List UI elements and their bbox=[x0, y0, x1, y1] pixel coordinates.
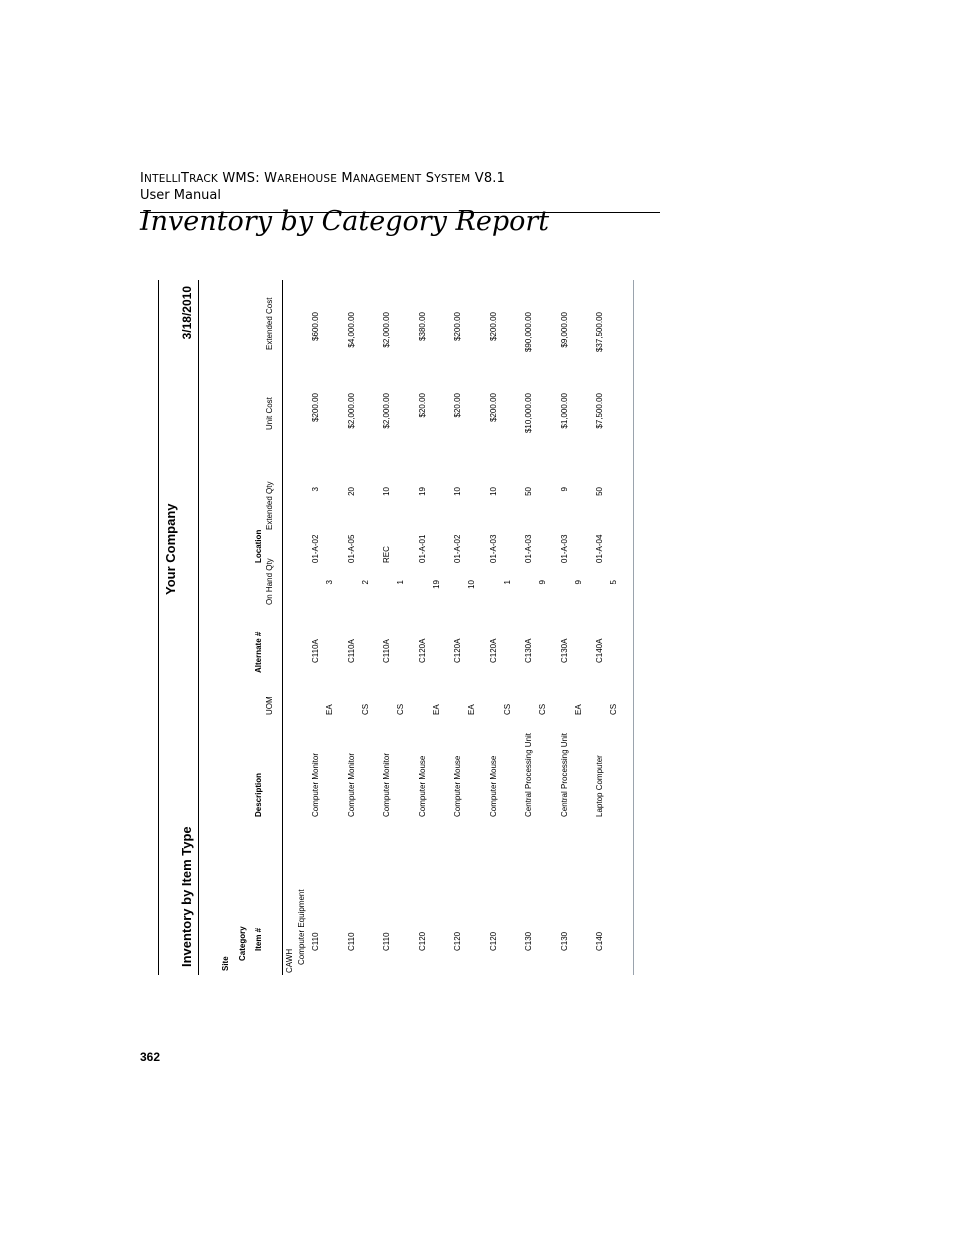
report-row-3-description: Computer Monitor bbox=[382, 752, 391, 817]
report-row-8-description: Central Processing Unit bbox=[559, 732, 569, 817]
report-top-rule bbox=[158, 280, 159, 975]
report-row-3-item: C110 bbox=[382, 932, 391, 951]
report-row-3-location: REC bbox=[382, 546, 391, 563]
report-title-rule bbox=[198, 280, 199, 975]
report-row-2-description: Computer Monitor bbox=[346, 752, 356, 817]
col-header-location: Location bbox=[254, 529, 263, 563]
report-row-7-extended-qty: 50 bbox=[524, 487, 533, 496]
report-row-5-alternate: C120A bbox=[453, 638, 462, 663]
report-row-7-uom: CS bbox=[538, 703, 547, 715]
report-row-4-description: Computer Mouse bbox=[417, 755, 427, 817]
report-row-1-extended-cost: $600.00 bbox=[311, 312, 320, 341]
report-row-5-extended-cost: $200.00 bbox=[453, 312, 462, 341]
report-row-1-location: 01-A-02 bbox=[311, 534, 320, 563]
report-row-5-extended-qty: 10 bbox=[453, 487, 462, 496]
page-title: Inventory by Category Report bbox=[140, 206, 550, 237]
report-row-3-alternate: C110A bbox=[382, 639, 391, 663]
report-row-9-alternate: C140A bbox=[595, 638, 604, 663]
report-row-6-item: C120 bbox=[488, 931, 498, 951]
report-row-6-unit-cost: $200.00 bbox=[488, 393, 498, 422]
report-row-3-unit-cost: $2,000.00 bbox=[382, 393, 391, 429]
report-row-4-on-hand: 19 bbox=[431, 580, 441, 589]
report-row-1-on-hand: 3 bbox=[325, 580, 334, 585]
report-row-9-description: Laptop Computer bbox=[595, 755, 604, 817]
report-row-4-extended-qty: 19 bbox=[417, 487, 427, 496]
category-value: Computer Equipment bbox=[297, 889, 306, 965]
report-row-9-uom: CS bbox=[609, 703, 618, 715]
col-header-alternate: Alternate # bbox=[254, 631, 263, 673]
report-row-6-extended-cost: $200.00 bbox=[488, 312, 498, 341]
report-row-9-on-hand: 5 bbox=[609, 580, 618, 585]
report-company: Your Company bbox=[163, 503, 178, 595]
report-row-6-alternate: C120A bbox=[488, 638, 498, 663]
report-row-1-item: C110 bbox=[311, 932, 320, 951]
report-row-9-unit-cost: $7,500.00 bbox=[595, 393, 604, 429]
report-row-5-description: Computer Mouse bbox=[453, 755, 462, 817]
report-row-4-unit-cost: $20.00 bbox=[417, 393, 427, 418]
report-title: Inventory by Item Type bbox=[179, 826, 194, 967]
report-row-1-alternate: C110A bbox=[311, 639, 320, 663]
report-row-6-location: 01-A-03 bbox=[488, 534, 498, 563]
col-header-on-hand: On Hand Qty bbox=[265, 558, 274, 605]
col-header-unit-cost: Unit Cost bbox=[265, 397, 274, 430]
report-row-4-item: C120 bbox=[417, 931, 427, 951]
report-row-4-location: 01-A-01 bbox=[417, 534, 427, 563]
report-date: 3/18/2010 bbox=[180, 286, 194, 340]
col-header-extended-cost: Extended Cost bbox=[265, 297, 274, 350]
report-row-7-extended-cost: $90,000.00 bbox=[524, 312, 533, 353]
report-row-7-description: Central Processing Unit bbox=[524, 732, 533, 817]
rotated-report bbox=[156, 280, 636, 975]
report-row-8-on-hand: 9 bbox=[573, 580, 583, 585]
report-row-4-extended-cost: $380.00 bbox=[417, 312, 427, 341]
column-header-rule bbox=[282, 280, 283, 975]
col-header-item: Item # bbox=[254, 927, 263, 951]
report-row-3-uom: CS bbox=[396, 703, 405, 715]
col-header-extended-qty: Extended Qty bbox=[265, 481, 274, 530]
report-row-3-extended-qty: 10 bbox=[382, 487, 391, 496]
report-row-8-extended-qty: 9 bbox=[559, 487, 569, 492]
report-bottom-rule bbox=[633, 280, 634, 975]
report-image bbox=[156, 280, 636, 975]
report-row-3-on-hand: 1 bbox=[396, 580, 405, 585]
col-header-site: Site bbox=[221, 956, 230, 971]
report-row-9-location: 01-A-04 bbox=[595, 534, 604, 563]
running-header-title: INTELLITRACK WMS: WAREHOUSE MANAGEMENT SYSTEM V8.1 bbox=[140, 171, 506, 186]
running-header-subtitle: User Manual bbox=[140, 188, 222, 203]
report-row-2-uom: CS bbox=[360, 703, 370, 715]
report-row-5-location: 01-A-02 bbox=[453, 534, 462, 563]
report-row-8-unit-cost: $1,000.00 bbox=[559, 393, 569, 429]
report-row-5-unit-cost: $20.00 bbox=[453, 393, 462, 418]
report-row-7-on-hand: 9 bbox=[538, 580, 547, 585]
report-row-4-uom: EA bbox=[431, 704, 441, 715]
col-header-description: Description bbox=[254, 772, 263, 817]
col-header-uom: UOM bbox=[265, 696, 274, 715]
report-row-6-uom: CS bbox=[502, 703, 512, 715]
report-row-2-extended-qty: 20 bbox=[346, 487, 356, 496]
report-row-1-extended-qty: 3 bbox=[311, 487, 320, 492]
report-row-2-on-hand: 2 bbox=[360, 580, 370, 585]
report-row-1-description: Computer Monitor bbox=[311, 752, 320, 817]
report-row-8-extended-cost: $9,000.00 bbox=[559, 312, 569, 348]
report-row-9-item: C140 bbox=[595, 931, 604, 951]
report-row-8-location: 01-A-03 bbox=[559, 534, 569, 563]
report-row-8-alternate: C130A bbox=[559, 638, 569, 663]
report-row-4-alternate: C120A bbox=[417, 638, 427, 663]
col-header-category: Category bbox=[238, 926, 247, 961]
report-row-2-location: 01-A-05 bbox=[346, 534, 356, 563]
report-row-5-uom: EA bbox=[467, 704, 476, 715]
report-row-6-on-hand: 1 bbox=[502, 580, 512, 585]
report-row-8-uom: EA bbox=[573, 704, 583, 715]
report-row-2-extended-cost: $4,000.00 bbox=[346, 312, 356, 348]
report-row-2-item: C110 bbox=[346, 932, 356, 951]
report-row-9-extended-cost: $37,500.00 bbox=[595, 312, 604, 353]
report-row-1-unit-cost: $200.00 bbox=[311, 393, 320, 422]
report-row-7-alternate: C130A bbox=[524, 638, 533, 663]
report-row-9-extended-qty: 50 bbox=[595, 487, 604, 496]
report-row-6-description: Computer Mouse bbox=[488, 755, 498, 817]
page-number: 362 bbox=[140, 1050, 161, 1064]
report-row-2-unit-cost: $2,000.00 bbox=[346, 393, 356, 429]
report-row-1-uom: EA bbox=[325, 704, 334, 715]
report-row-5-on-hand: 10 bbox=[467, 580, 476, 589]
report-row-7-unit-cost: $10,000.00 bbox=[524, 393, 533, 434]
report-row-7-location: 01-A-03 bbox=[524, 534, 533, 563]
report-row-7-item: C130 bbox=[524, 931, 533, 951]
report-row-2-alternate: C110A bbox=[346, 639, 356, 663]
report-row-3-extended-cost: $2,000.00 bbox=[382, 312, 391, 348]
report-row-6-extended-qty: 10 bbox=[488, 487, 498, 496]
report-row-8-item: C130 bbox=[559, 931, 569, 951]
report-row-5-item: C120 bbox=[453, 931, 462, 951]
site-value: CAWH bbox=[285, 948, 294, 973]
